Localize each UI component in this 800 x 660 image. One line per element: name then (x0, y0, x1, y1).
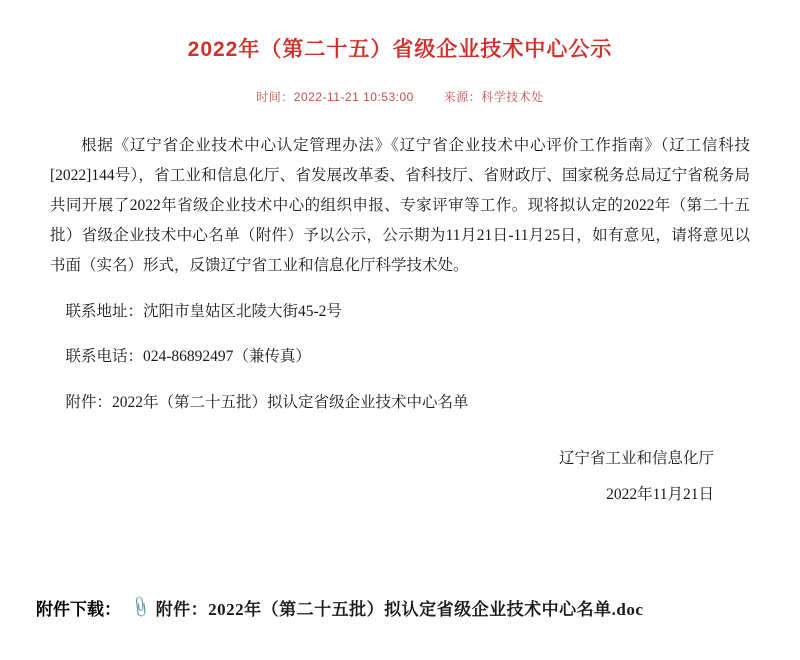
publish-source: 来源：科学技术处 (443, 90, 544, 105)
page-title: 2022年（第二十五）省级企业技术中心公示 (187, 38, 613, 62)
document-meta (0, 88, 800, 105)
attachment-download-bar (0, 595, 800, 620)
signature-organization: 辽宁省工业和信息化厅 (558, 449, 714, 467)
contact-phone: 联系电话：024-86892497（兼传真） (65, 348, 311, 366)
signature-block (50, 444, 750, 510)
document-page (0, 14, 800, 660)
attachment-note: 附件：2022年（第二十五批）拟认定省级企业技术中心名单 (65, 393, 469, 411)
signature-date: 2022年11月21日 (606, 485, 714, 503)
paperclip-icon: 📎 (127, 596, 153, 620)
attachment-download-label: 附件下载： (36, 600, 121, 620)
attachment-file-link[interactable]: 附件：2022年（第二十五批）拟认定省级企业技术中心名单.doc (155, 600, 644, 620)
publish-time: 时间：2022-11-21 10:53:00 (256, 90, 414, 105)
document-body (50, 131, 750, 510)
body-paragraph: 根据《辽宁省企业技术中心认定管理办法》《辽宁省企业技术中心评价工作指南》（辽工信科技[2022]144号），省工业和信息化厅、省发展改革委、省科技厅、省财政厅、国家税务总局辽宁省税务局共同开展了2022年省级企业技术中心的组织申报、专家评审等工作。现将拟认定的2022年（第二十五批）省级企业技术中心名单（附件）予以公示，公示期为11月21日-11月25日，如有意见，请将意见以书面（实名）形式，反馈辽宁省工业和信息化厅科学技术处。 (50, 137, 750, 275)
contact-address: 联系地址：沈阳市皇姑区北陵大街45-2号 (65, 302, 342, 320)
